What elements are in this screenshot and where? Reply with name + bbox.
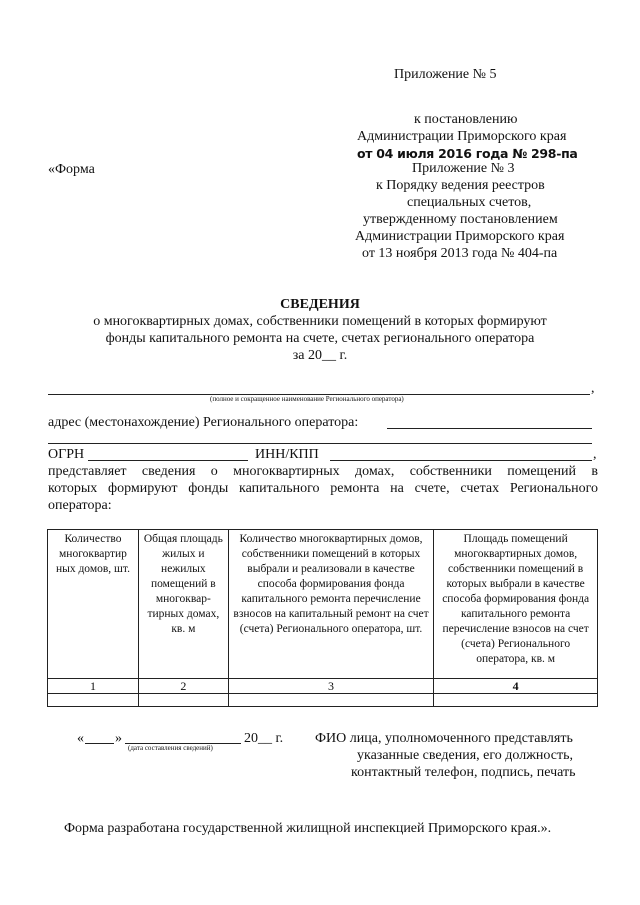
table-header-cell: Площадь помещений многоквартирных домов, собственники помещений в которых выбрали в качестве способа формирования фонда капитального ремонта перечисление взносов на счет (счета) Регионального оператора, кв. м: [434, 530, 598, 679]
address-second-line[interactable]: [48, 443, 592, 444]
table-cell[interactable]: [228, 694, 434, 707]
form-label: «Форма: [48, 162, 95, 177]
appendix3-line5: от 13 ноября 2013 года № 404-па: [362, 246, 558, 261]
title-line3: за 20__ г.: [292, 348, 348, 363]
table-header-cell: Количество многоквартирных домов, собственники помещений в которых выбрали и реализовали в качестве способа формирования фонда капитального ремонта перечисление взносов на капитальный ремонт на счет (счета) Регионального оператора, шт.: [228, 530, 434, 679]
address-label: адрес (местонахождение) Регионального оператора:: [48, 415, 359, 430]
appendix3-line1: к Порядку ведения реестров: [376, 178, 545, 193]
inn-field-line[interactable]: [330, 460, 592, 461]
date-close-quote: »: [115, 731, 122, 746]
table-header-cell: Общая площадь жилых и нежилых помещений в многоквар- тирных домах, кв. м: [138, 530, 228, 679]
operator-name-hint: (полное и сокращенное наименование Регионального оператора): [210, 395, 404, 403]
inn-label: ИНН/КПП: [255, 447, 319, 462]
signatory-line1: ФИО лица, уполномоченного представлять: [315, 731, 573, 746]
table-header-cell: Количество многоквартир ных домов, шт.: [48, 530, 139, 679]
address-field-line[interactable]: [387, 428, 592, 429]
table-cell[interactable]: [434, 694, 598, 707]
signatory-line3: контактный телефон, подпись, печать: [351, 765, 576, 780]
ogrn-field-line[interactable]: [88, 460, 248, 461]
developed-by-note: Форма разработана государственной жилищной инспекцией Приморского края.».: [64, 821, 552, 836]
date-hint: (дата составления сведений): [128, 744, 213, 752]
paragraph-line2: которых формируют фонды капитального ремонта на счете, счетах Регионального: [48, 481, 598, 496]
date-day-line[interactable]: [85, 743, 114, 744]
appendix3-line3: утвержденному постановлением: [363, 212, 558, 227]
table-header-row: [48, 530, 598, 679]
title-line2: фонды капитального ремонта на счете, счетах регионального оператора: [105, 331, 535, 346]
signatory-line2: указанные сведения, его должность,: [357, 748, 573, 763]
data-table: [47, 529, 598, 707]
handwritten-date: от 04 июля 2016 года № 298-па: [357, 146, 578, 161]
table-number-cell: 3: [228, 679, 434, 694]
document-title: СВЕДЕНИЯ: [280, 297, 360, 312]
appendix3-line2: специальных счетов,: [407, 195, 532, 210]
appendix3-title: Приложение № 3: [412, 161, 515, 176]
ogrn-label: ОГРН: [48, 447, 85, 462]
title-line1: о многоквартирных домах, собственники помещений в которых формируют: [93, 314, 547, 329]
table-cell[interactable]: [48, 694, 139, 707]
table-number-cell: 1: [48, 679, 139, 694]
table-number-row: [48, 679, 598, 694]
paragraph-line3: оператора:: [48, 498, 112, 513]
table-number-cell: 2: [138, 679, 228, 694]
to-resolution: к постановлению: [414, 112, 518, 127]
date-year: 20__ г.: [244, 731, 284, 746]
appendix3-line4: Администрации Приморского края: [355, 229, 565, 244]
table-cell[interactable]: [138, 694, 228, 707]
table-number-cell: 4: [434, 679, 598, 694]
inn-comma: ,: [593, 447, 597, 462]
paragraph-line1: представляет сведения о многоквартирных домах, собственники помещений в: [48, 464, 598, 479]
operator-name-comma: ,: [591, 381, 595, 396]
appendix-title: Приложение № 5: [394, 67, 497, 82]
table-row: [48, 694, 598, 707]
administration-name: Администрации Приморского края: [357, 129, 567, 144]
date-open-quote: «: [77, 731, 84, 746]
